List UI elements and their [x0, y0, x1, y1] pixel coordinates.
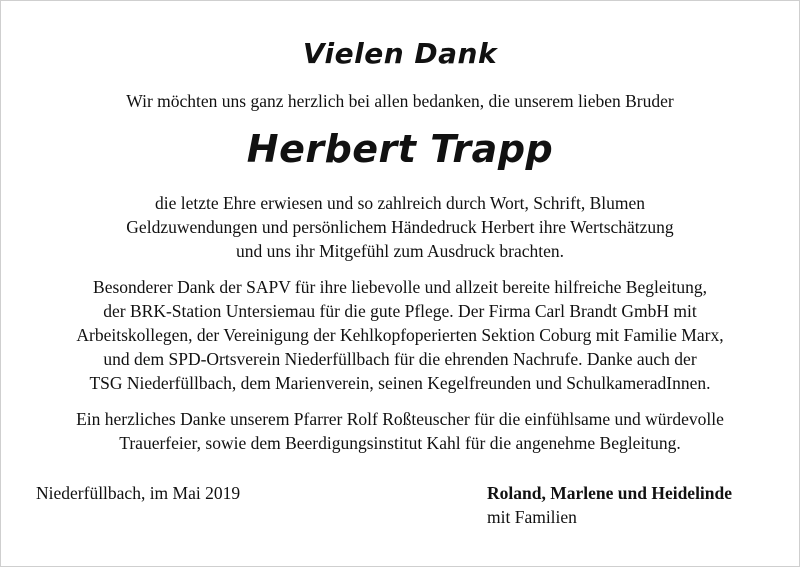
signature-block	[487, 481, 732, 529]
paragraph-line: der BRK-Station Untersiemau für die gute Pflege. Der Firma Carl Brandt GmbH mit	[103, 301, 697, 321]
paragraph-line: Ein herzliches Danke unserem Pfarrer Rolf Roßteuscher für die einfühlsame und würdevolle	[76, 409, 724, 429]
signature-names: Roland, Marlene und Heidelinde	[487, 483, 733, 503]
paragraph-line: Besonderer Dank der SAPV für ihre liebevolle und allzeit bereite hilfreiche Begleitung,	[93, 277, 707, 297]
paragraph-2	[21, 275, 779, 395]
place-date: Niederfüllbach, im Mai 2019	[36, 483, 241, 503]
paragraph-line: die letzte Ehre erwiesen und so zahlreich durch Wort, Schrift, Blumen	[154, 193, 646, 213]
intro-text: Wir möchten uns ganz herzlich bei allen bedanken, die unserem lieben Bruder	[126, 91, 674, 111]
paragraph-line: Trauerfeier, sowie dem Beerdigungsinstitut Kahl für die angenehme Begleitung.	[119, 433, 681, 453]
paragraph-line: und dem SPD-Ortsverein Niederfüllbach für die ehrenden Nachrufe. Danke auch der	[103, 349, 697, 369]
paragraph-line: und uns ihr Mitgefühl zum Ausdruck brachten.	[235, 241, 565, 261]
deceased-name: Herbert Trapp	[246, 127, 554, 171]
paragraph-3	[21, 407, 779, 455]
paragraph-1	[21, 191, 779, 263]
signature-suffix: mit Familien	[487, 507, 577, 527]
paragraph-line: TSG Niederfüllbach, dem Marienverein, seinen Kegelfreunden und SchulkameradInnen.	[89, 373, 711, 393]
heading: Vielen Dank	[302, 37, 498, 70]
paragraph-line: Arbeitskollegen, der Vereinigung der Kehlkopfoperierten Sektion Coburg mit Familie Marx,	[76, 325, 724, 345]
paragraph-line: Geldzuwendungen und persönlichem Händedruck Herbert ihre Wertschätzung	[126, 217, 674, 237]
